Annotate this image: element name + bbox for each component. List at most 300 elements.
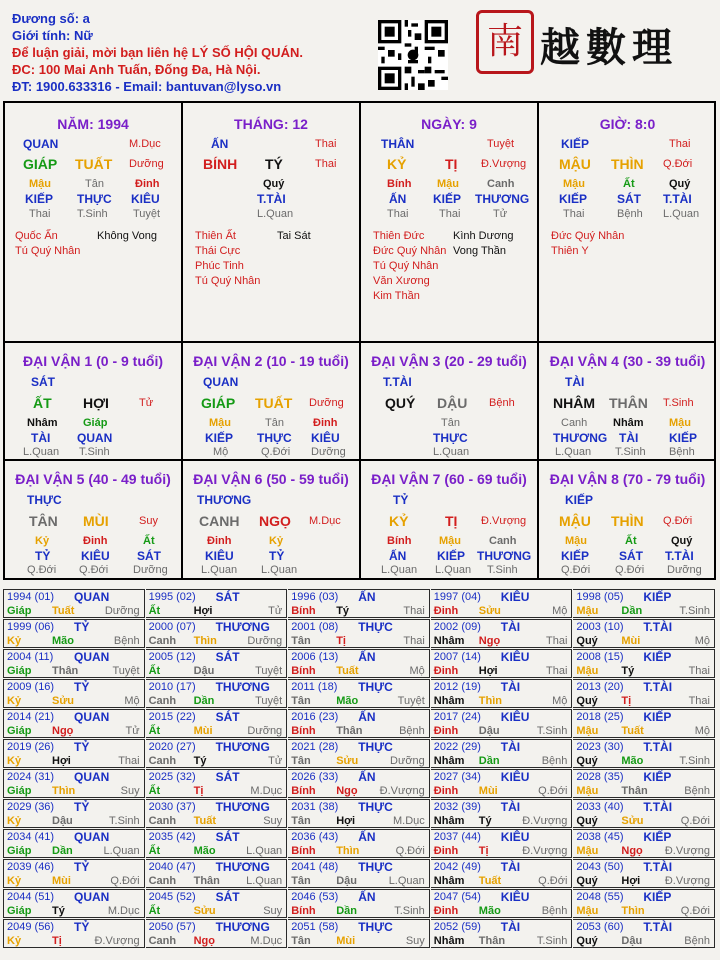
star-list [15, 229, 80, 259]
hidden-god: TÀI [619, 431, 639, 445]
year-phase: L.Quan [246, 845, 283, 857]
year-label: 2014 (21) [7, 711, 55, 723]
year-stem: Mậu [576, 785, 599, 797]
hidden-stem: Giáp [83, 417, 108, 429]
hidden-phase: T.Sinh [487, 564, 518, 576]
year-god: TÀI [500, 620, 521, 634]
year-stem: Kỷ [7, 635, 22, 647]
year-stem: Kỷ [7, 755, 22, 767]
year-label: 2005 (12) [148, 651, 196, 663]
hidden-phase: L.Quan [663, 208, 700, 220]
year-label: 2035 (42) [148, 831, 196, 843]
year-label: 2040 (47) [148, 861, 196, 873]
luck-stem: QUÝ [385, 395, 416, 411]
luck-phase: Suy [139, 515, 158, 527]
pillar-god: THÂN [381, 137, 415, 151]
year-stem: Giáp [7, 605, 32, 617]
year-phase: Tuyệt [112, 665, 140, 677]
luck-title: ĐẠI VẬN 4 (30 - 39 tuổi) [549, 353, 706, 369]
hidden-god: KIẾP [437, 549, 466, 563]
hidden-god: KIÊU [205, 549, 234, 563]
year-god: KIÊU [500, 890, 530, 904]
year-phase: T.Sinh [536, 725, 568, 737]
brand-logo [476, 10, 716, 78]
pillar-stem: MẬU [559, 156, 591, 172]
year-stem: Bính [291, 665, 316, 677]
luck-stem: TÂN [29, 513, 58, 529]
year-phase: Suy [263, 815, 283, 827]
year-god: SÁT [215, 830, 240, 844]
year-branch: Dần [478, 755, 500, 767]
contact-address: ĐC: 100 Mai Anh Tuấn, Đống Đa, Hà Nội. [12, 62, 261, 77]
year-phase: Mộ [552, 605, 568, 617]
year-label: 2015 (22) [148, 711, 196, 723]
hidden-god: ẤN [389, 549, 407, 563]
star-list-2 [97, 229, 157, 244]
year-phase: T.Sinh [679, 605, 710, 617]
year-stem: Quý [576, 875, 598, 887]
year-god: THỰC [358, 740, 393, 754]
hidden-stem: Ất [625, 535, 637, 547]
hidden-stem: Mậu [439, 535, 461, 547]
star-list [373, 229, 446, 304]
year-stem: Giáp [7, 665, 32, 677]
luck-title: ĐẠI VẬN 3 (20 - 29 tuổi) [371, 353, 527, 369]
pillar-star-a: Thai [669, 138, 691, 150]
year-phase: Suy [120, 785, 140, 797]
year-stem: Nhâm [433, 635, 465, 647]
year-god: ẤN [358, 890, 376, 904]
pillar-branch: TỊ [445, 156, 458, 172]
year-stem: Canh [148, 875, 177, 887]
pillar-title: NĂM: 1994 [57, 116, 129, 132]
year-label: 2033 (40) [576, 801, 624, 813]
year-cell [573, 649, 715, 678]
star-list-2 [277, 229, 311, 244]
hidden-god: KIẾP [25, 192, 54, 206]
luck-branch: MÙI [83, 513, 109, 529]
year-phase: Q.Đới [538, 785, 568, 797]
year-branch: Thân [621, 785, 648, 797]
year-stem: Tân [291, 755, 311, 767]
hidden-stem: Mậu [669, 417, 691, 429]
year-stem: Bính [291, 845, 316, 857]
year-god: SÁT [215, 770, 240, 784]
hidden-stem: Đinh [83, 535, 108, 547]
hidden-phase: Tử [493, 208, 508, 220]
year-god: QUAN [74, 830, 110, 844]
pillar-year [5, 103, 183, 343]
year-cell [431, 799, 573, 828]
year-god: KIẾP [643, 710, 672, 724]
year-cell [573, 769, 715, 798]
year-stem: Giáp [7, 845, 32, 857]
hidden-stem: Đinh [313, 417, 338, 429]
pillar-star-b: Dưỡng [129, 158, 164, 170]
year-label: 1999 (06) [7, 621, 55, 633]
hidden-phase: L.Quan [433, 446, 470, 458]
hidden-phase: Q.Đới [79, 564, 109, 576]
year-phase: Thai [545, 635, 568, 647]
year-god: QUAN [74, 590, 110, 604]
year-label: 1996 (03) [291, 591, 339, 603]
year-stem: Canh [148, 935, 177, 947]
year-cell [573, 889, 715, 918]
year-cell [573, 709, 715, 738]
year-branch: Mùi [478, 785, 498, 797]
year-label: 2004 (11) [7, 651, 54, 663]
luck-branch: THÌN [611, 513, 644, 529]
hidden-stem: Quý [669, 178, 691, 190]
year-cell [146, 889, 288, 918]
year-cell [3, 709, 145, 738]
year-god: KIÊU [500, 770, 530, 784]
year-branch: Tị [478, 845, 489, 857]
year-phase: Bệnh [684, 785, 710, 797]
star-item: Tú Quý Nhân [195, 275, 261, 287]
year-branch: Dậu [52, 815, 73, 827]
hidden-god: SÁT [137, 549, 161, 563]
year-phase: Tuyệt [255, 665, 283, 677]
luck-branch: HỢI [83, 395, 109, 411]
year-branch: Sửu [52, 695, 75, 707]
luck-stem: KỶ [389, 513, 409, 529]
year-label: 2002 (09) [433, 621, 481, 633]
year-cell [431, 679, 573, 708]
year-stem: Mậu [576, 605, 599, 617]
year-cell [288, 649, 430, 678]
year-stem: Đinh [433, 785, 459, 797]
pillar-god: ẤN [211, 137, 229, 151]
year-branch: Hợi [621, 875, 641, 887]
star-list [195, 229, 260, 289]
year-stem: Quý [576, 815, 598, 827]
year-phase: L.Quan [388, 875, 425, 887]
year-cell [288, 799, 430, 828]
luck-branch: TỊ [445, 513, 458, 529]
year-god: THỰC [358, 620, 393, 634]
year-label: 1998 (05) [576, 591, 624, 603]
hidden-god: KIẾP [561, 549, 590, 563]
year-god: TỶ [74, 800, 90, 814]
pillar-day [361, 103, 539, 343]
year-god: TÀI [500, 800, 521, 814]
year-god: KIÊU [500, 710, 530, 724]
year-stem: Giáp [7, 785, 32, 797]
year-phase: Mộ [124, 695, 140, 707]
hidden-god: KIÊU [131, 192, 160, 206]
star-item: Thiên Y [551, 245, 589, 257]
year-branch: Mão [478, 905, 501, 917]
year-god: T.TÀI [643, 800, 673, 814]
year-phase: Đ.Vượng [664, 845, 710, 857]
year-label: 2026 (33) [291, 771, 339, 783]
luck-period-8 [539, 461, 716, 578]
luck-phase: Q.Đới [663, 515, 693, 527]
hidden-phase: Dưỡng [311, 446, 346, 458]
year-god: QUAN [74, 890, 110, 904]
year-phase: Dưỡng [247, 635, 283, 647]
luck-god: THỰC [27, 493, 62, 507]
year-cell [431, 739, 573, 768]
star-item: Văn Xương [373, 275, 430, 287]
year-cell [573, 739, 715, 768]
year-phase: Thai [688, 695, 710, 707]
year-label: 2024 (31) [7, 771, 55, 783]
hidden-stem: Nhâm [27, 417, 58, 429]
year-god: KIÊU [500, 650, 530, 664]
year-branch: Ngọ [621, 845, 643, 857]
star-item: Tú Quý Nhân [373, 260, 439, 272]
contact-phone-email: ĐT: 1900.633316 - Email: bantuvan@lyso.vn [12, 79, 282, 94]
year-cell [146, 799, 288, 828]
year-cell [431, 919, 573, 948]
year-stem: Canh [148, 695, 177, 707]
year-phase: Q.Đới [110, 875, 140, 887]
year-branch: Mão [621, 755, 644, 767]
year-cell [3, 589, 145, 618]
year-god: TỶ [74, 740, 90, 754]
star-item: Thiên Đức [373, 230, 425, 242]
pillar-god: QUAN [23, 137, 59, 151]
year-god: THỰC [358, 680, 393, 694]
year-branch: Tý [336, 605, 350, 617]
year-god: THƯƠNG [215, 680, 270, 694]
year-god: T.TÀI [643, 920, 673, 934]
year-label: 1994 (01) [7, 591, 55, 603]
year-stem: Canh [148, 815, 177, 827]
year-phase: M.Dục [250, 935, 283, 947]
year-branch: Tị [621, 695, 632, 707]
year-branch: Ngọ [193, 935, 215, 947]
year-branch: Sửu [621, 815, 644, 827]
year-cell [288, 739, 430, 768]
year-label: 2030 (37) [148, 801, 196, 813]
hidden-stem: Mậu [565, 535, 587, 547]
year-phase: L.Quan [246, 875, 283, 887]
hidden-stem: Canh [489, 535, 517, 547]
luck-branch: TUẤT [255, 395, 293, 411]
luck-god: T.TÀI [383, 375, 412, 389]
year-god: THỰC [358, 800, 393, 814]
year-cell [288, 769, 430, 798]
star-item: Tú Quý Nhân [15, 245, 81, 257]
year-cell [288, 829, 430, 858]
year-phase: Đ.Vượng [522, 845, 568, 857]
year-branch: Dậu [478, 725, 500, 737]
hidden-god: THỰC [433, 431, 468, 445]
year-god: KIÊU [500, 590, 530, 604]
hidden-god: THỰC [257, 431, 292, 445]
hidden-stem: Bính [387, 535, 412, 547]
hidden-god: KIÊU [311, 431, 340, 445]
year-phase: Đ.Vượng [522, 815, 568, 827]
contact-note: Để luận giải, mời bạn liên hệ LÝ SỐ HỘI QUÁN. [12, 45, 303, 60]
luck-title: ĐẠI VẬN 6 (50 - 59 tuổi) [193, 471, 349, 487]
year-label: 2048 (55) [576, 891, 624, 903]
luck-title: ĐẠI VẬN 1 (0 - 9 tuổi) [22, 353, 163, 369]
year-stem: Ất [148, 725, 161, 737]
year-cell [431, 589, 573, 618]
year-stem: Đinh [433, 845, 459, 857]
hidden-stem: Mậu [437, 178, 459, 190]
year-god: ẤN [358, 650, 376, 664]
hidden-god: THỰC [77, 192, 112, 206]
hidden-phase: L.Quan [555, 446, 592, 458]
pillar-star-b: Thai [315, 158, 337, 170]
year-stem: Bính [291, 725, 316, 737]
luck-period-4 [539, 343, 716, 461]
year-phase: Bệnh [541, 905, 568, 917]
year-god: KIẾP [643, 770, 672, 784]
year-cell [573, 589, 715, 618]
luck-period-2 [183, 343, 361, 461]
hidden-phase: Q.Đới [615, 564, 645, 576]
luck-stem: MẬU [559, 513, 591, 529]
year-cell [288, 679, 430, 708]
year-label: 2018 (25) [576, 711, 624, 723]
hidden-god: THƯƠNG [477, 549, 532, 563]
year-label: 2022 (29) [433, 741, 481, 753]
luck-phase: Đ.Vượng [481, 515, 527, 527]
year-branch: Tý [52, 905, 65, 917]
year-phase: Bệnh [541, 755, 568, 767]
year-god: TÀI [500, 680, 521, 694]
year-label: 2034 (41) [7, 831, 55, 843]
star-item: Kim Thần [373, 290, 420, 302]
luck-phase: Bệnh [489, 397, 515, 409]
year-phase: M.Dục [250, 785, 283, 797]
hidden-stem: Quý [263, 178, 285, 190]
year-phase: Đ.Vượng [94, 935, 140, 947]
year-cell [431, 619, 573, 648]
year-god: THƯƠNG [215, 740, 270, 754]
year-cell [288, 889, 430, 918]
luck-period-5 [5, 461, 183, 578]
year-cell [3, 649, 145, 678]
year-label: 1997 (04) [433, 591, 481, 603]
hidden-phase: L.Quan [201, 564, 238, 576]
year-label: 2027 (34) [433, 771, 481, 783]
year-label: 2007 (14) [433, 651, 481, 663]
year-phase: Mộ [694, 725, 710, 737]
year-stem: Canh [148, 635, 177, 647]
year-branch: Thìn [621, 905, 645, 917]
year-cell [431, 709, 573, 738]
year-label: 2012 (19) [433, 681, 481, 693]
hidden-god: KIẾP [559, 192, 588, 206]
year-god: TÀI [500, 860, 521, 874]
hidden-phase: Bệnh [617, 208, 643, 220]
year-phase: Bệnh [113, 635, 140, 647]
year-label: 2046 (53) [291, 891, 339, 903]
year-stem: Ất [148, 845, 161, 857]
year-cell [146, 649, 288, 678]
year-god: TÀI [500, 740, 521, 754]
year-cell [288, 709, 430, 738]
year-cell [146, 619, 288, 648]
hidden-stem: Kỷ [35, 535, 50, 547]
year-stem: Ất [148, 785, 161, 797]
year-label: 2043 (50) [576, 861, 624, 873]
year-branch: Dần [52, 845, 73, 857]
year-cell [431, 859, 573, 888]
year-cell [3, 799, 145, 828]
hidden-phase: T.Sinh [79, 446, 110, 458]
year-label: 2039 (46) [7, 861, 55, 873]
luck-stem: CANH [199, 513, 240, 529]
year-phase: Tử [268, 755, 283, 767]
hidden-phase: L.Quan [381, 564, 418, 576]
hidden-phase: Q.Đới [561, 564, 591, 576]
hidden-stem: Mậu [563, 178, 585, 190]
year-branch: Tý [621, 665, 635, 677]
year-god: KIÊU [500, 830, 530, 844]
pillar-branch: TÝ [265, 156, 283, 172]
year-phase: Đ.Vượng [379, 785, 425, 797]
hidden-phase: Thai [387, 208, 409, 220]
luck-branch: NGỌ [259, 513, 291, 529]
luck-god: SÁT [31, 375, 55, 389]
luck-branch: THÂN [609, 395, 648, 411]
year-phase: Tử [268, 605, 283, 617]
year-branch: Tuất [478, 875, 502, 887]
year-branch: Sửu [193, 905, 216, 917]
year-branch: Mão [52, 635, 74, 647]
year-branch: Mùi [621, 635, 641, 647]
year-branch: Mão [193, 845, 216, 857]
hidden-phase: Q.Đới [261, 446, 291, 458]
year-stem: Mậu [576, 665, 599, 677]
year-phase: Tử [125, 725, 140, 737]
year-label: 2041 (48) [291, 861, 339, 873]
year-cell [573, 679, 715, 708]
year-branch: Tị [52, 935, 62, 947]
year-stem: Ất [148, 905, 161, 917]
year-god: TỶ [74, 620, 90, 634]
year-stem: Nhâm [433, 875, 465, 887]
year-label: 2051 (58) [291, 921, 339, 933]
star-list-2 [453, 229, 513, 259]
luck-title: ĐẠI VẬN 5 (40 - 49 tuổi) [15, 471, 171, 487]
pillar-star-a: M.Dục [129, 138, 161, 150]
pillar-star-a: Thai [315, 138, 337, 150]
year-stem: Ất [148, 665, 161, 677]
year-label: 2049 (56) [7, 921, 55, 933]
logo-seal: 南 [476, 10, 534, 74]
year-stem: Mậu [576, 725, 599, 737]
year-stem: Quý [576, 935, 598, 947]
year-label: 2028 (35) [576, 771, 624, 783]
year-cell [431, 829, 573, 858]
year-branch: Mùi [193, 725, 213, 737]
year-branch: Dần [193, 695, 215, 707]
year-god: T.TÀI [643, 860, 673, 874]
year-label: 2021 (28) [291, 741, 339, 753]
year-god: ẤN [358, 590, 376, 604]
year-phase: Dưỡng [247, 725, 283, 737]
luck-period-7 [361, 461, 539, 578]
year-stem: Bính [291, 785, 316, 797]
luck-branch: DẬU [437, 395, 468, 411]
year-cell [3, 769, 145, 798]
year-stem: Mậu [576, 905, 599, 917]
year-god: TÀI [500, 920, 521, 934]
hidden-phase: T.Sinh [77, 208, 108, 220]
year-stem: Quý [576, 695, 598, 707]
year-stem: Tân [291, 635, 311, 647]
star-item: Không Vong [97, 230, 157, 242]
